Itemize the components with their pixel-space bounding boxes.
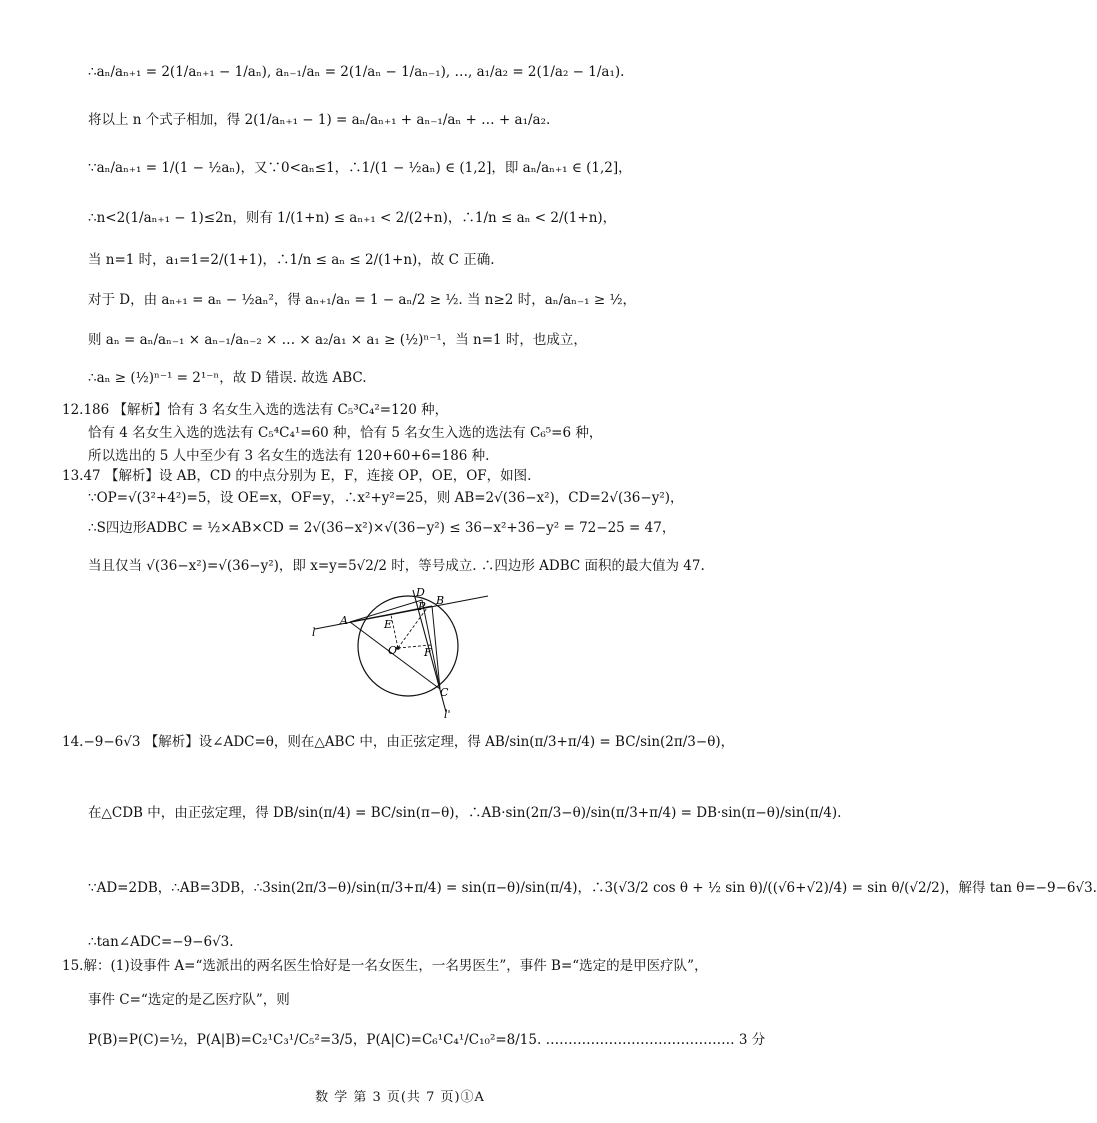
- label-P: P: [418, 600, 426, 613]
- circle-geometry-figure: [310, 584, 490, 724]
- label-O: O: [388, 644, 398, 657]
- solution-line: ∵OP=√(3²+4²)=5，设 OE=x，OF=y，∴x²+y²=25，则 AB=2√(36−x²)，CD=2√(36−y²)，: [88, 490, 684, 506]
- problem-14-answer: 14.−9−6√3 【解析】设∠ADC=θ，则在△ABC 中，由正弦定理，得 AB/sin(π/3+π/4) = BC/sin(2π/3−θ)，: [62, 734, 735, 750]
- problem-12-answer: 12.186 【解析】恰有 3 名女生入选的选法有 C₅³C₄²=120 种，: [62, 402, 449, 418]
- page-footer: 数 学 第 3 页(共 7 页)①A: [315, 1090, 485, 1105]
- solution-line: ∴aₙ ≥ (½)ⁿ⁻¹ = 2¹⁻ⁿ，故 D 错误. 故选 ABC.: [88, 370, 367, 386]
- label-E: E: [384, 618, 393, 631]
- solution-line: 则 aₙ = aₙ/aₙ₋₁ × aₙ₋₁/aₙ₋₂ × … × a₂/a₁ × a₁ ≥ (½)ⁿ⁻¹，当 n=1 时，也成立，: [88, 332, 587, 348]
- solution-line: 事件 C=“选定的是乙医疗队”，则: [88, 992, 290, 1008]
- label-A: A: [340, 614, 348, 627]
- segment-OP: [398, 608, 427, 648]
- problem-15-solution: 15.解：(1)设事件 A=“选派出的两名医生恰好是一名女医生，一名男医生”，事件 B=“选定的是甲医疗队”，: [62, 958, 708, 974]
- label-B: B: [436, 594, 445, 607]
- solution-line: 当且仅当 √(36−x²)=√(36−y²)，即 x=y=5√2/2 时，等号成立. ∴四边形 ADBC 面积的最大值为 47.: [88, 558, 705, 574]
- solution-line: ∴n<2(1/aₙ₊₁ − 1)≤2n，则有 1/(1+n) ≤ aₙ₊₁ < 2/(2+n)，∴1/n ≤ aₙ < 2/(1+n)，: [88, 210, 617, 226]
- label-l-prime: l': [444, 708, 451, 721]
- solution-line: P(B)=P(C)=½，P(A|B)=C₂¹C₃¹/C₅²=3/5，P(A|C)=C₆¹C₄¹/C₁₀²=8/15. …………………………………… 3 分: [88, 1032, 766, 1048]
- problem-13-answer: 13.47 【解析】设 AB，CD 的中点分别为 E，F，连接 OP，OE，OF，如图.: [62, 468, 532, 484]
- label-F: F: [424, 646, 432, 659]
- solution-line: ∴aₙ/aₙ₊₁ = 2(1/aₙ₊₁ − 1/aₙ), aₙ₋₁/aₙ = 2(1/aₙ − 1/aₙ₋₁), …, a₁/a₂ = 2(1/a₂ − 1/a₁).: [88, 64, 625, 80]
- solution-line: ∴S四边形ADBC = ½×AB×CD = 2√(36−x²)×√(36−y²) ≤ 36−x²+36−y² = 72−25 = 47，: [88, 520, 676, 536]
- label-D: D: [416, 586, 425, 599]
- solution-line: 在△CDB 中，由正弦定理，得 DB/sin(π/4) = BC/sin(π−θ)，∴AB·sin(2π/3−θ)/sin(π/3+π/4) = DB·sin(π−θ)/sin(π/4).: [88, 805, 842, 821]
- label-C: C: [440, 686, 449, 699]
- solution-line: 所以选出的 5 人中至少有 3 名女生的选法有 120+60+6=186 种.: [88, 448, 490, 464]
- solution-line: ∵AD=2DB，∴AB=3DB，∴3sin(2π/3−θ)/sin(π/3+π/4) = sin(π−θ)/sin(π/4)，∴3(√3/2 cos θ + ½ sin θ)/((√6+√2)/4) = sin θ/(√2/2)，解得 tan θ=−9−6√3.: [88, 880, 1097, 896]
- solution-line: 对于 D，由 aₙ₊₁ = aₙ − ½aₙ²，得 aₙ₊₁/aₙ = 1 − aₙ/2 ≥ ½. 当 n≥2 时，aₙ/aₙ₋₁ ≥ ½，: [88, 292, 637, 308]
- solution-line: 将以上 n 个式子相加，得 2(1/aₙ₊₁ − 1) = aₙ/aₙ₊₁ + aₙ₋₁/aₙ + … + a₁/a₂.: [88, 112, 551, 128]
- segment-DC: [422, 600, 440, 689]
- solution-line: ∵aₙ/aₙ₊₁ = 1/(1 − ½aₙ)，又∵0<aₙ≤1，∴1/(1 − ½aₙ) ∈ (1,2]，即 aₙ/aₙ₊₁ ∈ (1,2]，: [88, 160, 632, 176]
- solution-line: 当 n=1 时，a₁=1=2/(1+1)，∴1/n ≤ aₙ ≤ 2/(1+n)，故 C 正确.: [88, 252, 495, 268]
- solution-line: ∴tan∠ADC=−9−6√3.: [88, 934, 234, 950]
- solution-line: 恰有 4 名女生入选的选法有 C₅⁴C₄¹=60 种，恰有 5 名女生入选的选法有 C₆⁵=6 种，: [88, 425, 603, 441]
- label-l: l: [312, 626, 316, 639]
